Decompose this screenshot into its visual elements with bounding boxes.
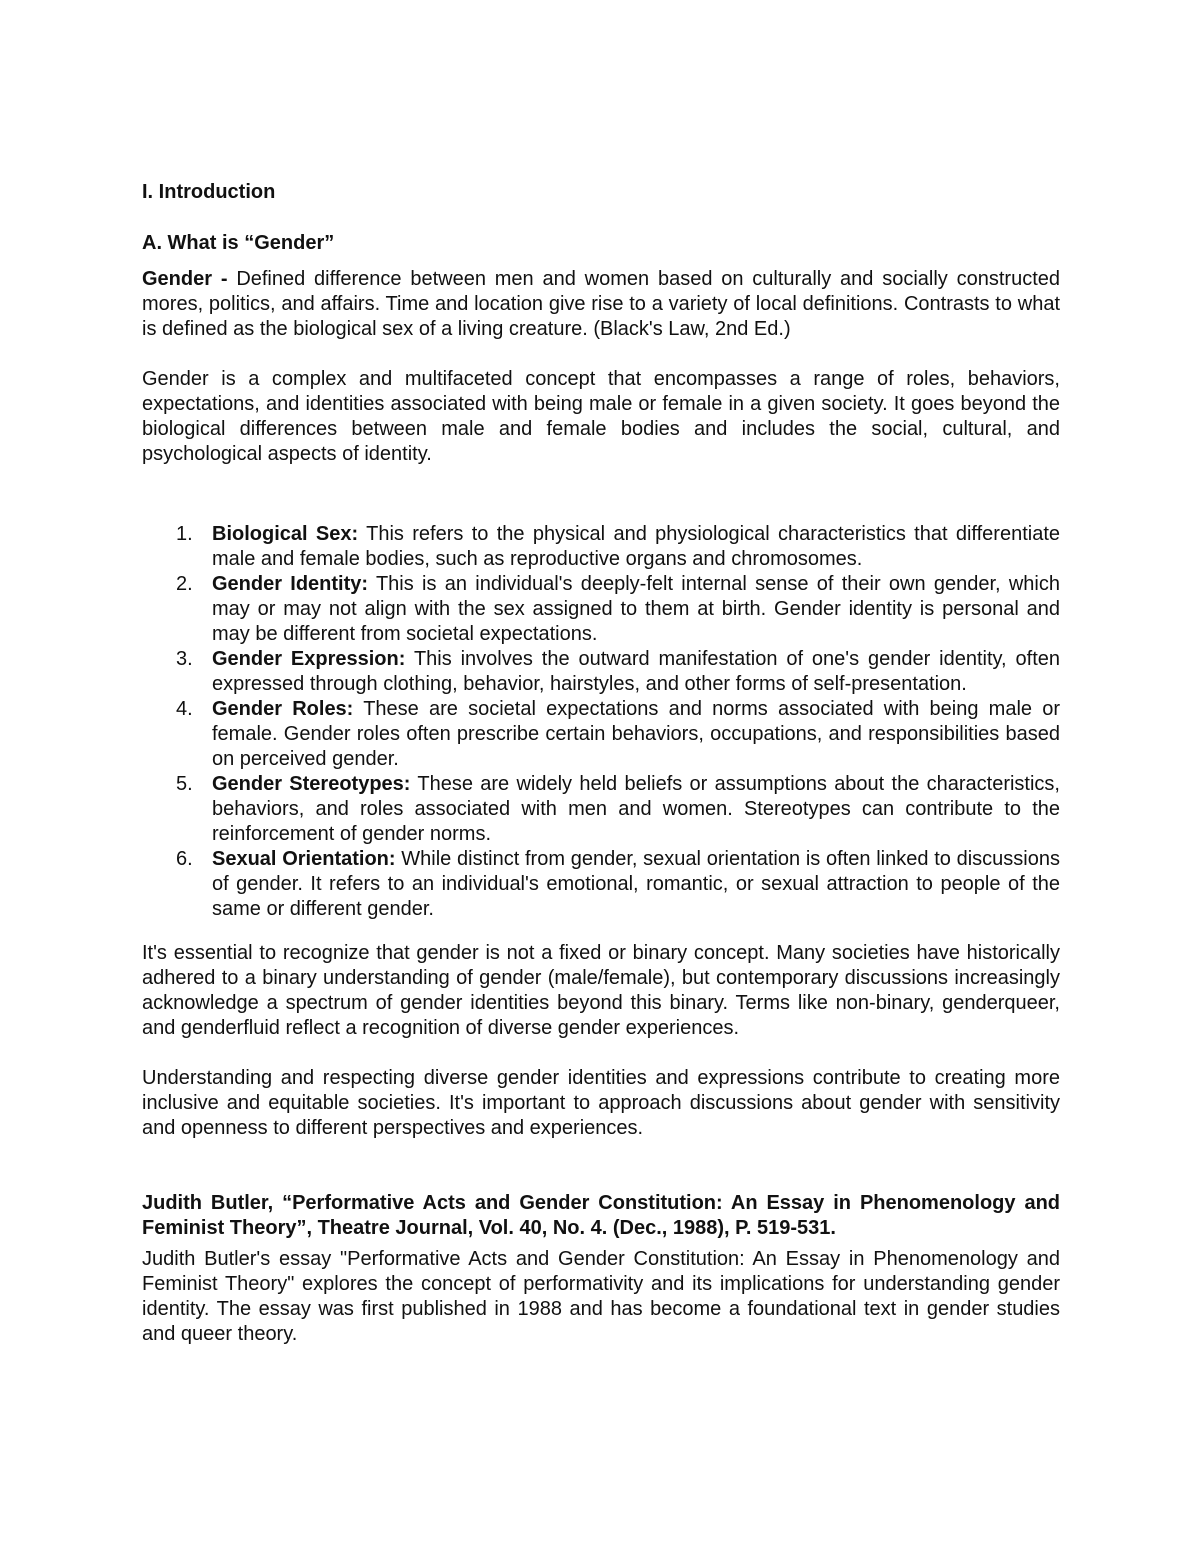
- section-heading: I. Introduction: [142, 181, 276, 203]
- list-item: [142, 772, 1060, 847]
- list-item-term: Biological Sex:: [212, 523, 359, 545]
- list-item-number: 5.: [176, 773, 193, 795]
- document-page: [142, 180, 1060, 1347]
- binary-paragraph: It's essential to recognize that gender is not a fixed or binary concept. Many societies have historically adhered to a binary understanding of gender (male/female), but contemporary discussions increasingly acknowledge a spectrum of gender identities beyond this binary. Terms like non-binary, genderqueer, and genderfluid reflect a recognition of diverse gender experiences.: [142, 942, 1060, 1039]
- list-item: [142, 572, 1060, 647]
- definition-text: Defined difference between men and women based on culturally and socially constructed mores, politics, and affairs. Time and location give rise to a variety of local definitions. Contrasts to what is defined as the biological sex of a living creature. (Black's Law, 2nd Ed.): [142, 268, 1060, 340]
- list-item-number: 4.: [176, 698, 193, 720]
- list-item: [142, 522, 1060, 572]
- list-item-text: These are societal expectations and norms associated with being male or female. Gender roles often prescribe certain behaviors, occupations, and responsibilities based on perceived gender.: [212, 698, 1061, 770]
- reference-summary: Judith Butler's essay "Performative Acts and Gender Constitution: An Essay in Phenomenology and Feminist Theory" explores the concept of performativity and its implications for understanding gender identity. The essay was first published in 1988 and has become a foundational text in gender studies and queer theory.: [142, 1248, 1060, 1345]
- list-item-text: This involves the outward manifestation of one's gender identity, often expressed through clothing, behavior, hairstyles, and other forms of self-presentation.: [212, 648, 1060, 695]
- list-item-number: 6.: [176, 848, 193, 870]
- list-item-number: 3.: [176, 648, 193, 670]
- subsection-heading: A. What is “Gender”: [142, 232, 335, 254]
- definition-term: Gender -: [142, 268, 237, 290]
- list-item-term: Gender Identity:: [212, 573, 369, 595]
- gender-definition: [142, 267, 1060, 342]
- list-item-text: These are widely held beliefs or assumptions about the characteristics, behaviors, and roles associated with men and women. Stereotypes can contribute to the reinforcement of gender norms.: [212, 773, 1060, 845]
- list-item-number: 2.: [176, 573, 193, 595]
- respect-paragraph: Understanding and respecting diverse gender identities and expressions contribute to creating more inclusive and equitable societies. It's important to approach discussions about gender with sensitivity and openness to different perspectives and experiences.: [142, 1067, 1060, 1139]
- list-item-text: While distinct from gender, sexual orientation is often linked to discussions of gender. It refers to an individual's emotional, romantic, or sexual attraction to people of the same or different gender.: [212, 848, 1060, 920]
- list-item-term: Sexual Orientation:: [212, 848, 396, 870]
- list-item-term: Gender Stereotypes:: [212, 773, 411, 795]
- list-item: [142, 647, 1060, 697]
- list-item-number: 1.: [176, 523, 193, 545]
- list-item-text: This is an individual's deeply-felt internal sense of their own gender, which may or may not align with the sex assigned to them at birth. Gender identity is personal and may be different from societal expectations.: [212, 573, 1060, 645]
- list-item-term: Gender Expression:: [212, 648, 406, 670]
- intro-paragraph: Gender is a complex and multifaceted concept that encompasses a range of roles, behaviors, expectations, and identities associated with being male or female in a given society. It goes beyond the biological differences between male and female bodies and includes the social, cultural, and psychological aspects of identity.: [142, 368, 1060, 465]
- list-item-term: Gender Roles:: [212, 698, 354, 720]
- reference-citation: Judith Butler, “Performative Acts and Gender Constitution: An Essay in Phenomenology and Feminist Theory”, Theatre Journal, Vol. 40, No. 4. (Dec., 1988), P. 519-531.: [142, 1192, 1060, 1239]
- gender-aspects-list: [142, 522, 1060, 922]
- list-item: [142, 847, 1060, 922]
- list-item: [142, 697, 1060, 772]
- list-item-text: This refers to the physical and physiological characteristics that differentiate male and female bodies, such as reproductive organs and chromosomes.: [212, 523, 1060, 570]
